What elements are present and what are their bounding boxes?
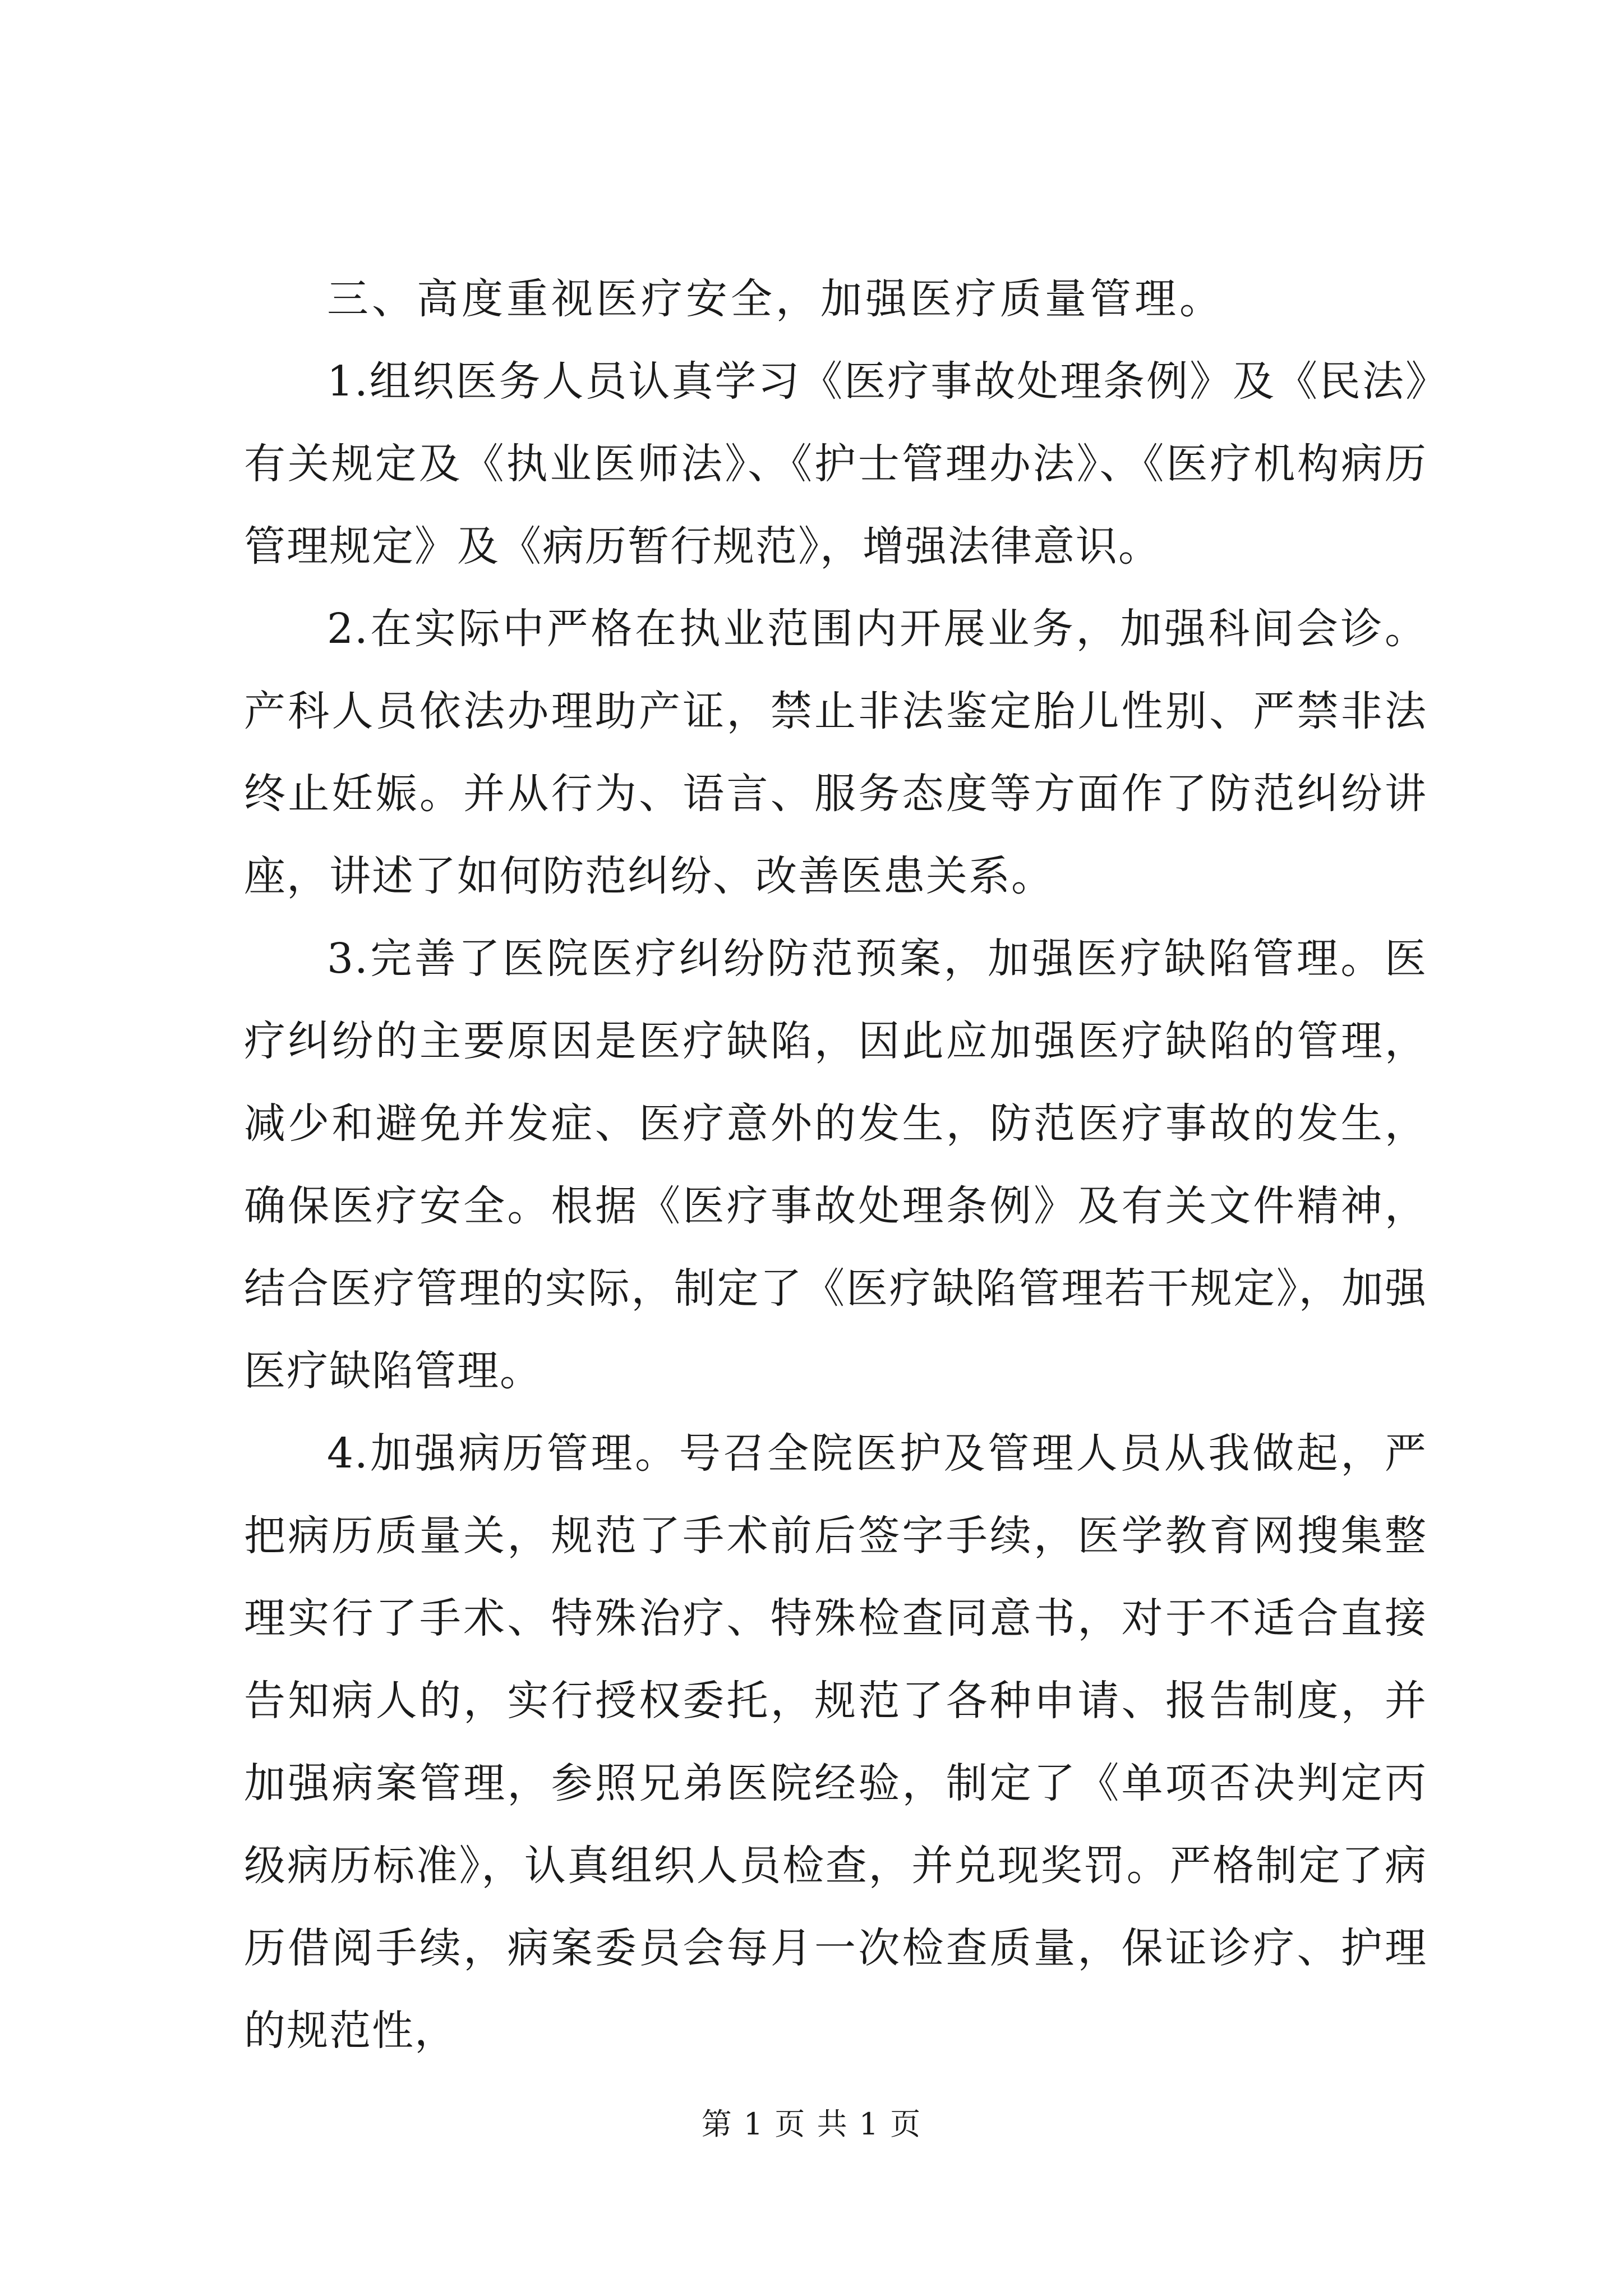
- paragraph-2: 2.在实际中严格在执业范围内开展业务，加强科间会诊。产科人员依法办理助产证，禁止非法鉴定胎儿性别、严禁非法终止妊娠。并从行为、语言、服务态度等方面作了防范纠纷讲座，讲述了如何防范纠纷、改善医患关系。: [244, 605, 1427, 900]
- page-number-footer: 第 1 页 共 1 页: [701, 2106, 922, 2142]
- paragraph-3: 3.完善了医院医疗纠纷防范预案，加强医疗缺陷管理。医疗纠纷的主要原因是医疗缺陷，因此应加强医疗缺陷的管理，减少和避免并发症、医疗意外的发生，防范医疗事故的发生，确保医疗安全。根据《医疗事故处理条例》及有关文件精神，结合医疗管理的实际，制定了《医疗缺陷管理若干规定》，加强医疗缺陷管理。: [244, 935, 1427, 1395]
- section-heading: 三、高度重视医疗安全，加强医疗质量管理。: [327, 275, 1224, 323]
- paragraph-1: 1.组织医务人员认真学习《医疗事故处理条例》及《民法》有关规定及《执业医师法》、《护士管理办法》、《医疗机构病历管理规定》及《病历暂行规范》，增强法律意识。: [244, 357, 1427, 570]
- document-body: [244, 258, 1427, 2072]
- paragraph-4: 4.加强病历管理。号召全院医护及管理人员从我做起，严把病历质量关，规范了手术前后签字手续，医学教育网搜集整理实行了手术、特殊治疗、特殊检查同意书，对于不适合直接告知病人的，实行授权委托，规范了各种申请、报告制度，并加强病案管理，参照兄弟医院经验，制定了《单项否决判定丙级病历标准》，认真组织人员检查，并兑现奖罚。严格制定了病历借阅手续，病案委员会每月一次检查质量，保证诊疗、护理的规范性，: [244, 1429, 1427, 2055]
